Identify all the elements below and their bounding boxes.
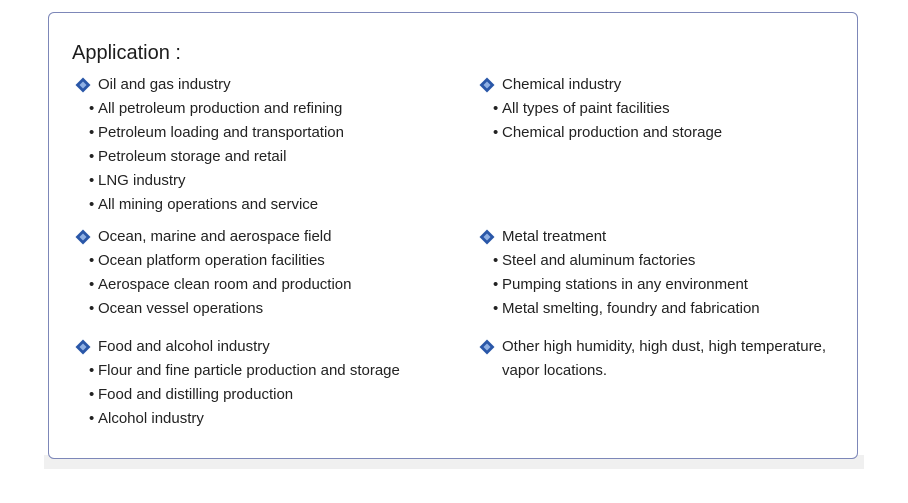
diamond-bullet-icon (75, 339, 91, 355)
list-item: • Food and distilling production (89, 383, 400, 407)
page-title: Application : (72, 42, 181, 64)
group-title: Ocean, marine and aerospace field (98, 228, 332, 245)
group-food-and-alcohol (75, 338, 400, 431)
group-metal-treatment (479, 228, 760, 321)
application-panel (48, 12, 858, 459)
list-item: • Petroleum loading and transportation (89, 121, 344, 145)
list-item: • Alcohol industry (89, 407, 400, 431)
list-item: • Petroleum storage and retail (89, 145, 344, 169)
item-list (89, 359, 400, 431)
group-heading (75, 228, 352, 246)
list-item: • Steel and aluminum factories (493, 249, 760, 273)
list-item: • LNG industry (89, 169, 344, 193)
group-other-locations (479, 338, 827, 379)
group-title: Oil and gas industry (98, 76, 231, 93)
list-item: • All types of paint facilities (493, 97, 722, 121)
diamond-bullet-icon (75, 229, 91, 245)
group-heading (75, 76, 344, 94)
list-item: • Pumping stations in any environment (493, 273, 760, 297)
group-oil-and-gas (75, 76, 344, 217)
diamond-bullet-icon (479, 77, 495, 93)
group-ocean-marine-aerospace (75, 228, 352, 321)
list-item: • Ocean vessel operations (89, 297, 352, 321)
group-title: Metal treatment (502, 228, 607, 245)
diamond-bullet-icon (75, 77, 91, 93)
group-title: Chemical industry (502, 76, 622, 93)
group-heading (479, 76, 722, 94)
diamond-bullet-icon (479, 229, 495, 245)
item-list (493, 249, 760, 321)
item-list (89, 97, 344, 217)
group-title: Other high humidity, high dust, high temperature, vapor locations. (502, 338, 827, 379)
group-heading (75, 338, 400, 356)
list-item: • Aerospace clean room and production (89, 273, 352, 297)
list-item: • Chemical production and storage (493, 121, 722, 145)
list-item: • All mining operations and service (89, 193, 344, 217)
diamond-bullet-icon (479, 339, 495, 355)
item-list (89, 249, 352, 321)
list-item: • Metal smelting, foundry and fabrication (493, 297, 760, 321)
item-list (493, 97, 722, 145)
list-item: • All petroleum production and refining (89, 97, 344, 121)
group-title: Food and alcohol industry (98, 338, 270, 355)
group-chemical (479, 76, 722, 145)
list-item: • Ocean platform operation facilities (89, 249, 352, 273)
list-item: • Flour and fine particle production and storage (89, 359, 400, 383)
group-heading (479, 228, 760, 246)
group-heading (479, 338, 502, 356)
